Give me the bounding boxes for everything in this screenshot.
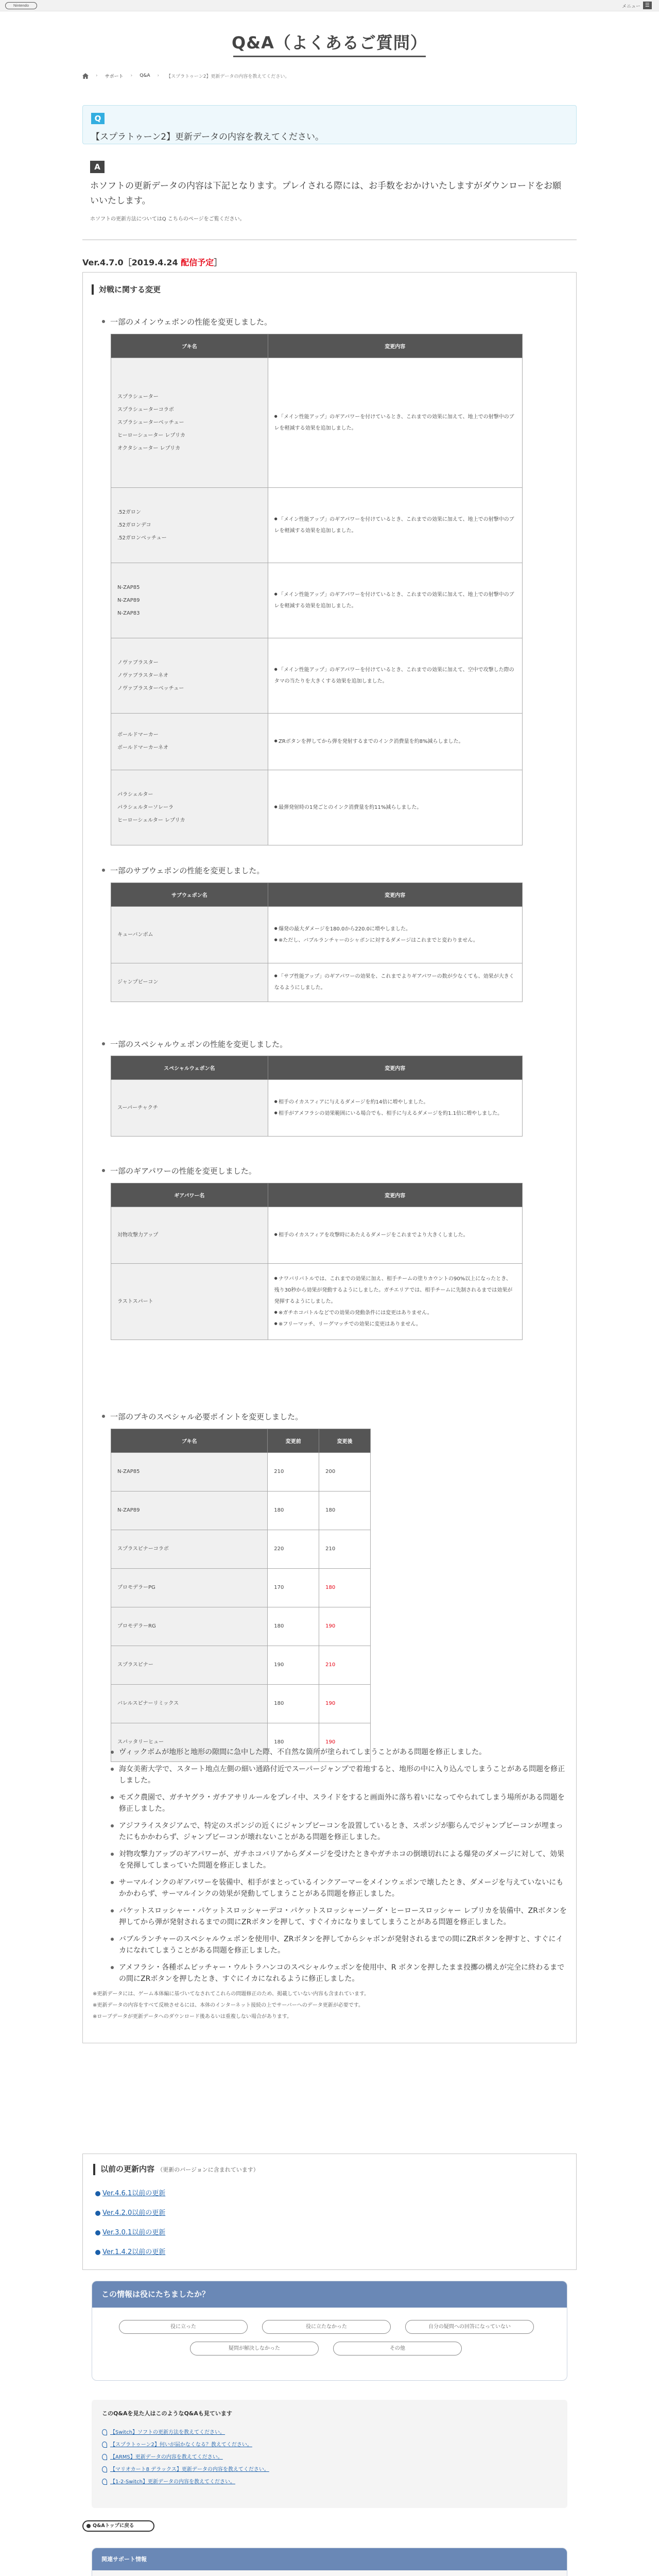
weapon-name: スプラシューターコラボ [117,406,174,413]
table-row [111,714,523,770]
weapon-name-cell [111,770,268,845]
sub-weapons-table [111,883,523,1002]
table-header: ギアパワー名 [111,1183,268,1207]
weapon-name-cell [111,358,268,488]
feedback-helpful-button[interactable]: 役に立った [119,2320,248,2334]
weapon-name: パラシェルターソレーラ [117,804,174,810]
weapon-name: キューバンボム [117,931,153,938]
table-header: 変更内容 [268,1183,522,1207]
breadcrumb-support[interactable]: サポート [105,74,124,79]
change-cell [268,358,522,488]
version-close: ］ [214,258,222,267]
table-row [111,1264,523,1340]
bug-fix-item: アジフライスタジアムで、特定のスポンジの近くにジャンプビーコンを設置しているとき、スポンジが膨らんでジャンプビーコンが埋まったにもかかわらず、ジャンプビーコンが壊れないことがある問題を修正しました。 [111,1820,569,1843]
feedback-no-answer-button[interactable]: 自分の疑問への回答になっていない [405,2320,534,2334]
weapon-name: ヒーローシェルター レプリカ [117,817,185,823]
related-link[interactable]: 【スプラトゥーン2】何いが届かなくなる？教えてください。 [102,2440,252,2448]
weapon-name: N-ZAP83 [117,610,140,616]
weapon-name: スプラシューターベッチュー [117,419,184,426]
footnote: ※ローブデータが更新データへのダウンロード後あるいは重複しない場合があります。 [93,2014,292,2020]
main-weapons-table [111,334,523,845]
change-item: ● 「メイン性能アップ」のギアパワーを付けているとき、これまでの効果に加えて、地上での射撃中のブレを軽減する効果を追加しました。 [274,514,516,537]
change-item: ● 相手のイカスフィアに与えるダメージを約14倍に増やしました。 [274,1097,516,1108]
change-item: ● 「メイン性能アップ」のギアパワーを付けているとき、これまでの効果に加えて、地上での射撃中のブレを軽減する効果を追加しました。 [274,412,516,434]
weapon-name: .52ガロン [117,509,141,515]
sp-name-cell: バレルスピナーリミックス [111,1685,268,1723]
change-cell [268,1080,522,1137]
table-row [111,1207,523,1264]
table-header: ブキ名 [111,1429,268,1453]
feedback-other-button[interactable]: その他 [333,2342,462,2355]
previous-link[interactable]: Ver.3.0.1以前の更新 [95,2227,165,2236]
sp-before-cell: 220 [268,1530,319,1569]
change-cell [268,638,522,714]
previous-title-text: 以前の更新内容 [100,2164,155,2174]
table-header: スペシャルウェポン名 [111,1056,268,1080]
page-title: Q&A（よくあるご質問） [232,33,427,53]
change-cell [268,1207,522,1264]
sp-after-cell: 210 [319,1530,371,1569]
footnote: ※更新データには、ゲーム本体編に基づいてなされてこれらの問題修正のため、掲載していない内容も含まれています。 [93,1991,370,1997]
support-box [92,2548,567,2576]
sp-after-cell: 190 [319,1685,371,1723]
footnotes [93,1989,556,2023]
sp-name-cell: プロモデラーPG [111,1569,268,1607]
version-status: 配信予定 [181,258,214,267]
table-row [111,1569,371,1607]
table-row [111,1530,371,1569]
breadcrumb: › サポート › Q&A › 【スプラトゥーン2】更新データの内容を教えてください。 [82,72,289,79]
change-cell [268,770,522,845]
question-text: 【スプラトゥーン2】更新データの内容を教えてください。 [91,132,324,142]
section-head-battle: 対戦に関する変更 [92,284,161,295]
global-header [0,0,659,11]
table-row [111,1080,523,1137]
main-weapons-intro: 一部のメインウェポンの性能を変更しました。 [102,317,272,327]
table-header: 変更後 [319,1429,371,1453]
bug-fix-item: サーマルインクのギアパワーを装備中、相手がまとっているインクアーマーをメインウェポンで壊したとき、ダメージを与えていないにもかかわらず、サーマルインクの効果が発動してしまうことがある問題を修正しました。 [111,1877,569,1900]
change-item: ● ※ガチホコバトルなどでの効果の発動条件には変更はありません。 [274,1308,516,1319]
title-underline [233,56,426,57]
table-header-row [111,334,523,358]
weapon-name-cell [111,907,268,963]
change-item: ● ZRボタンを押してから弾を発射するまでのインク消費量を約8%減らしました。 [274,736,516,748]
previous-subtitle: （更新のバージョンに含まれています） [157,2166,259,2173]
sp-name-cell: N-ZAP89 [111,1492,268,1530]
change-item: ● 「メイン性能アップ」のギアパワーを付けているとき、これまでの効果に加えて、地上での射撃中のブレを軽減する効果を追加しました。 [274,589,516,612]
bug-fix-item: アメフラシ・各種ボムピッチャー・ウルトラハンコのスペシャルウェポンを使用中、R ボタンを押したまま投擲の構えが完全に終わるまでの間にZRボタンを押したとき、すぐにイカになれるように修正しました。 [111,1962,569,1985]
version-title [82,256,222,268]
change-cell [268,714,522,770]
table-row [111,907,523,963]
weapon-name-cell [111,1080,268,1137]
sp-after-cell: 210 [319,1646,371,1685]
sp-before-cell: 180 [268,1607,319,1646]
weapon-name-cell [111,1207,268,1264]
table-row [111,1492,371,1530]
weapon-name: 対物攻撃力アップ [117,1232,159,1238]
sp-before-cell: 180 [268,1723,319,1762]
table-header: 変更内容 [268,883,522,907]
table-row [111,1685,371,1723]
related-link[interactable]: 【マリオカート8 デラックス】更新データの内容を教えてください。 [102,2465,269,2472]
weapon-name-cell [111,1264,268,1340]
change-cell [268,963,522,1002]
weapon-name-cell [111,488,268,563]
table-header: 変更内容 [268,334,522,358]
sp-before-cell: 180 [268,1492,319,1530]
weapon-name-cell [111,638,268,714]
weapon-name: ノヴァブラスターベッチュー [117,685,184,691]
sp-name-cell: スプラスピナー [111,1646,268,1685]
sp-after-cell: 200 [319,1453,371,1492]
weapon-name: ジャンプビーコン [117,979,159,985]
sp-after-cell: 190 [319,1607,371,1646]
table-header: 変更前 [268,1429,319,1453]
weapon-name: オクタシューター レプリカ [117,445,181,451]
weapon-name: ノヴァブラスター [117,659,159,666]
footnote: ※更新データの内容をすべて反映させるには、本体のインターネット接続の上でサーバーへのデータ更新が必要です。 [93,2003,363,2008]
weapon-name: ボールドマーカーネオ [117,745,169,751]
weapon-name: ノヴァブラスターネオ [117,672,169,679]
change-item: ● 相手がアメフラシの効果範囲にいる場合でも、相手に与えるダメージを約1.1倍に増やしました。 [274,1108,516,1120]
sp-before-cell: 190 [268,1646,319,1685]
home-icon[interactable] [82,73,89,79]
change-item: ● 相手のイカスフィアを攻撃時にあたえるダメージをこれまでより大きくしました。 [274,1230,516,1241]
menu-label[interactable]: メニュー [621,4,640,9]
feedback-box [92,2281,567,2381]
change-item: ● 「メイン性能アップ」のギアパワーを付けているとき、これまでの効果に加えて、空中で攻撃した際のタマの当たりを大きくする効果を追加しました。 [274,665,516,687]
question-mark: Q [91,113,105,124]
gear-powers-intro: 一部のギアパワーの性能を変更しました。 [102,1166,256,1176]
bug-fix-item: モズク農園で、ガチヤグラ・ガチアサリルールをプレイ中、スライドをすると画面外に落ち着いになってやられてしまう場所がある問題を修正しました。 [111,1792,569,1815]
sp-before-cell: 210 [268,1453,319,1492]
support-title: 関連サポート情報 [92,2548,567,2570]
table-row [111,488,523,563]
table-header-row [111,883,523,907]
nintendo-logo[interactable]: Nintendo [5,2,37,9]
previous-updates [82,2154,577,2270]
feedback-not-helpful-button[interactable]: 役に立たなかった [262,2320,391,2334]
weapon-name: ラストスパート [117,1298,153,1304]
weapon-name: .52ガロンベッチュー [117,535,167,541]
table-header-row [111,1429,371,1453]
change-cell [268,1264,522,1340]
change-cell [268,907,522,963]
breadcrumb-qa[interactable]: Q&A [140,73,150,78]
sp-name-cell: N-ZAP85 [111,1453,268,1492]
weapon-name: パラシェルター [117,791,153,798]
gear-powers-table [111,1183,523,1340]
table-row [111,638,523,714]
previous-link[interactable]: Ver.1.4.2以前の更新 [95,2246,165,2256]
bug-fix-item: ヴィックボムが地形と地形の隙間に急中した際、不自然な箇所が塗られてしまうことがある問題を修正しました。 [111,1747,569,1758]
table-header: 変更内容 [268,1056,522,1080]
answer-note-link[interactable]: ホソフトの更新方法についてはQ こちらのページをご覧ください。 [90,216,245,222]
bug-fix-list [111,1747,569,1990]
change-item: ● ナワバリバトルでは、これまでの効果に加え、相手チームの塗りカウントの90%以上になったとき、残り30秒から効果が発動するようにしました。ガチエリアでは、相手チームに先制されるまでは効果が発揮するようにしました。 [274,1274,516,1308]
question-box [82,105,577,144]
table-row [111,358,523,488]
feedback-title: この情報は役にたちましたか？ [92,2281,567,2308]
related-link[interactable]: 【1-2-Switch】更新データの内容を教えてください。 [102,2477,235,2485]
sp-name-cell: プロモデラーRG [111,1607,268,1646]
bug-fix-item: 対物攻撃力アップのギアパワーが、ガチホコバリアからダメージを受けたときやガチホコの倒壊切れによる爆発のダメージに対して、効果を発揮してしまっていた問題を修正しました。 [111,1849,569,1871]
weapon-name: .52ガロンデコ [117,522,151,528]
sp-before-cell: 180 [268,1685,319,1723]
sp-after-cell: 190 [319,1723,371,1762]
sp-before-cell: 170 [268,1569,319,1607]
sp-after-cell: 180 [319,1492,371,1530]
change-cell [268,563,522,638]
sp-name-cell: スパッタリーヒュー [111,1723,268,1762]
menu-icon[interactable]: ☰ [643,2,652,9]
weapon-name: スーパーチャクチ [117,1105,158,1111]
change-item: ● 爆発の最大ダメージを180.0から220.0に増やしました。 [274,924,516,935]
table-row [111,770,523,845]
change-cell [268,488,522,563]
weapon-name-cell [111,714,268,770]
previous-link[interactable]: Ver.4.2.0以前の更新 [95,2207,165,2217]
version-label: Ver.4.7.0［2019.4.24 [82,258,181,267]
weapon-name: ヒーローシューター レプリカ [117,432,185,438]
table-header: ブキ名 [111,334,268,358]
weapon-name-cell [111,963,268,1002]
related-title: このQ&Aを見た人はこのようなQ&Aも見ています [102,2410,232,2417]
related-link[interactable]: 【Switch】ソフトの更新方法を教えてください。 [102,2428,225,2435]
sp-points-table [111,1429,371,1762]
bug-fix-item: 海女美術大学で、スタート地点左側の細い通路付近でスーパージャンプで着地すると、地形の中に入り込んでしまうことがある問題を修正しました。 [111,1764,569,1786]
weapon-name: N-ZAP85 [117,584,140,590]
previous-title [93,2164,259,2175]
weapon-name: N-ZAP89 [117,597,140,603]
table-row [111,563,523,638]
change-item: ● 「サブ性能アップ」のギアパワーの効果を、これまでよりギアパワーの数が少なくても、効果が大きくなるようにしました。 [274,971,516,994]
answer-text: ホソフトの更新データの内容は下記となります。プレイされる際には、お手数をおかけいたしますがダウンロードをお願いいたします。 [90,181,562,206]
related-qa [92,2400,567,2508]
sp-points-intro: 一部のブキのスペシャル必要ポイントを変更しました。 [102,1412,303,1422]
bug-fix-item: パケットスロッシャー・パケットスロッシャーデコ・パケットスロッシャーソーダ・ヒーロースロッシャー レプリカを装備中、ZRボタンを押してから弾が発射されるまでの間にZRボタンを押して、すぐイカになりましてしまうことがある問題を修正しました。 [111,1905,569,1928]
table-header-row [111,1183,523,1207]
table-row [111,1607,371,1646]
previous-link[interactable]: Ver.4.6.1以前の更新 [95,2188,165,2197]
special-weapons-intro: 一部のスペシャルウェポンの性能を変更しました。 [102,1039,287,1049]
table-row [111,963,523,1002]
sp-name-cell: スプラスピナーコラボ [111,1530,268,1569]
answer-mark: A [90,161,105,173]
breadcrumb-current: 【スプラトゥーン2】更新データの内容を教えてください。 [166,74,290,79]
table-row [111,1646,371,1685]
table-header: サブウェポン名 [111,883,268,907]
table-header-row [111,1056,523,1080]
change-item: ● 最弾発射時の1発ごとのインク消費量を約11%減らしました。 [274,802,516,814]
feedback-unsolved-button[interactable]: 疑問が解決しなかった [190,2342,319,2355]
change-item: ● ※ただし、バブルランチャーのシャボンに対するダメージはこれまでと変わりません。 [274,935,516,946]
sub-weapons-intro: 一部のサブウェポンの性能を変更しました。 [102,866,264,876]
related-link[interactable]: 【ARMS】更新データの内容を教えてください。 [102,2452,223,2460]
weapon-name-cell [111,563,268,638]
change-item: ● ※フリーマッチ、リーグマッチでの効果に変更はありません。 [274,1319,516,1330]
special-weapons-table [111,1056,523,1137]
bug-fix-item: バブルランチャーのスペシャルウェポンを使用中、ZRボタンを押してからシャボンが発射されるまでの間にZRボタンを押すと、すぐにイカになれてしまうことがある問題を修正しました。 [111,1934,569,1956]
weapon-name: スプラシューター [117,394,159,400]
sp-after-cell: 180 [319,1569,371,1607]
back-to-qa-button[interactable]: Q&Aトップに戻る [82,2520,154,2532]
table-row [111,1453,371,1492]
weapon-name: ボールドマーカー [117,732,159,738]
